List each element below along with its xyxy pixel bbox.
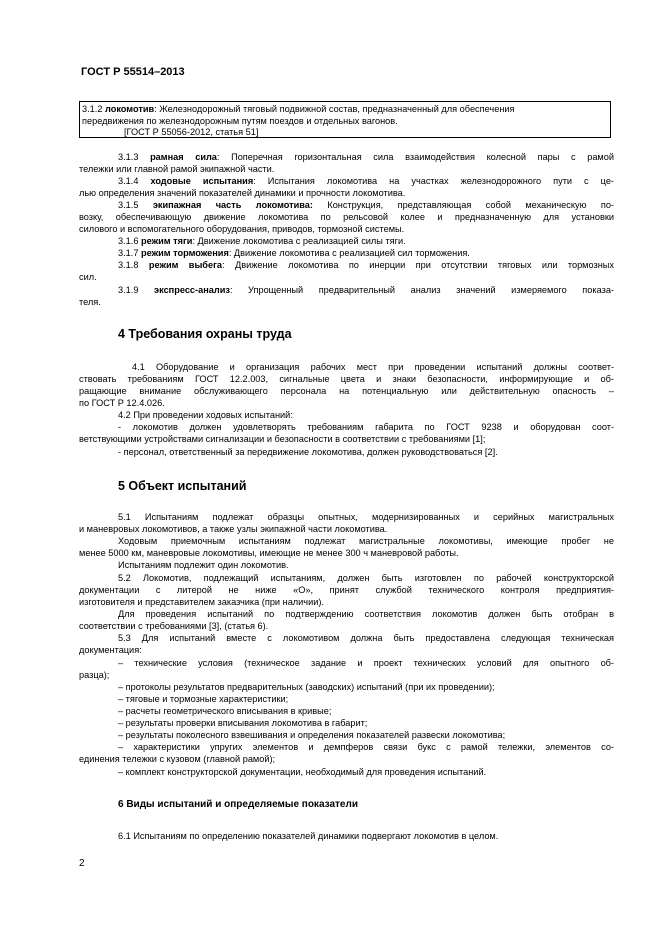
definition-3-1-5-line-2: возку, обеспечивающую движение локомотива по рельсовой колее и предназначенную для установки <box>79 212 614 222</box>
list-item-curve-calculations: – расчеты геометрического вписывания в кривые; <box>118 706 332 716</box>
paragraph-5-3-line-2: документация: <box>79 645 142 655</box>
paragraph-5-1-acceptance-line-2: менее 5000 км, маневровые локомотивы, имеющие не менее 300 ч маневровой работы. <box>79 548 459 558</box>
definition-3-1-5-line-3: силового и вспомогательного оборудования, приводов, тормозной системы. <box>79 224 405 234</box>
paragraph-4-1-line-4: по ГОСТ Р 12.4.026. <box>79 398 165 408</box>
section-5-heading: 5 Объект испытаний <box>118 479 247 493</box>
paragraph-5-2-line-3: изготовителя и представителем заказчика (при наличии). <box>79 597 324 607</box>
paragraph-4-2-item-1-line-2: ветствующими устройствами сигнализации и безопасности в соответствии с требованиями [1]; <box>79 434 486 444</box>
list-item-tech-conditions: – технические условия (техническое задание и проект технических условий для опытного об- <box>118 658 614 668</box>
definition-3-1-2-line-2: передвижения по железнодорожным путям поездов и отдельных вагонов. <box>82 116 398 126</box>
paragraph-5-3: 5.3 Для испытаний вместе с локомотивом должна быть предоставлена следующая техническая <box>118 633 614 643</box>
definition-3-1-3: 3.1.3 рамная сила: Поперечная горизонтальная сила взаимодействия колесной пары с рамой <box>118 152 614 162</box>
paragraph-5-2-line-2: документации с литерой не ниже «О», принят службой технического контроля предприятия- <box>79 585 614 595</box>
definition-3-1-7: 3.1.7 режим торможения: Движение локомотива с реализацией сил торможения. <box>118 248 470 258</box>
list-item-gauge-check: – результаты проверки вписывания локомотива в габарит; <box>118 718 368 728</box>
definition-source: [ГОСТ Р 55056-2012, статья 51] <box>124 127 259 137</box>
list-item-wheel-weighing: – результаты поколесного взвешивания и определения показателей развески локомотива; <box>118 730 506 740</box>
paragraph-4-1: 4.1 Оборудование и организация рабочих мест при проведении испытаний должны соответ- <box>132 362 614 372</box>
definition-3-1-5: 3.1.5 экипажная часть локомотива: Конструкция, представляющая собой механическую по- <box>118 200 614 210</box>
definition-3-1-4-line-2: лью определения значений показателей динамики и прочности локомотива. <box>79 188 406 198</box>
definition-3-1-8: 3.1.8 режим выбега: Движение локомотива по инерции при отсутствии тяговых или тормозных <box>118 260 614 270</box>
definition-3-1-8-line-2: сил. <box>79 272 97 282</box>
list-item-elastic-elements-line-2: единения тележки с кузовом (главной рамой); <box>79 754 276 764</box>
paragraph-4-1-line-3: ращающие внимание обслуживающего персонала на потенциальную или действительную опасность – <box>79 386 614 396</box>
paragraph-4-2: 4.2 При проведении ходовых испытаний: <box>118 410 293 420</box>
section-4-heading: 4 Требования охраны труда <box>118 327 292 341</box>
list-item-traction-characteristics: – тяговые и тормозные характеристики; <box>118 694 289 704</box>
paragraph-5-1-count: Испытаниям подлежит один локомотив. <box>118 560 289 570</box>
paragraph-5-1-line-2: и маневровых локомотивов, а также узлы экипажной части локомотива. <box>79 524 388 534</box>
paragraph-5-1-acceptance: Ходовым приемочным испытаниям подлежат магистральные локомотивы, имеющие пробег не <box>118 536 614 546</box>
definition-3-1-6: 3.1.6 режим тяги: Движение локомотива с реализацией силы тяги. <box>118 236 406 246</box>
definition-3-1-9: 3.1.9 экспресс-анализ: Упрощенный предварительный анализ значений измеряемого показа- <box>118 285 614 295</box>
paragraph-5-2: 5.2 Локомотив, подлежащий испытаниям, должен быть изготовлен по рабочей конструкторской <box>118 573 614 583</box>
definition-3-1-9-line-2: теля. <box>79 297 101 307</box>
paragraph-5-2-conformity: Для проведения испытаний по подтверждению соответствия локомотив должен быть отобран в <box>118 609 614 619</box>
section-6-heading: 6 Виды испытаний и определяемые показатели <box>118 799 358 810</box>
paragraph-6-1: 6.1 Испытаниям по определению показателей динамики подвергают локомотив в целом. <box>118 831 499 841</box>
page-number: 2 <box>79 858 85 869</box>
list-item-tech-conditions-line-2: разца); <box>79 670 110 680</box>
document-header: ГОСТ Р 55514–2013 <box>81 66 185 78</box>
definition-3-1-3-line-2: тележки или главной рамой экипажной части. <box>79 164 275 174</box>
paragraph-5-2-conformity-line-2: соответствии с требованиями [3], (статья 6). <box>79 621 269 631</box>
paragraph-4-2-item-1: - локомотив должен удовлетворять требованиям габарита по ГОСТ 9238 и оборудован соот- <box>118 422 614 432</box>
definition-3-1-4: 3.1.4 ходовые испытания: Испытания локомотива на участках железнодорожного пути с це- <box>118 176 614 186</box>
paragraph-4-2-item-2: - персонал, ответственный за передвижение локомотива, должен руководствоваться [2]. <box>118 447 498 457</box>
list-item-design-documentation: – комплект конструкторской документации, необходимый для проведения испытаний. <box>118 767 487 777</box>
definition-3-1-2: 3.1.2 локомотив: Железнодорожный тяговый подвижной состав, предназначенный для обеспечения <box>82 104 515 114</box>
paragraph-4-1-line-2: ствовать требованиям ГОСТ 12.2.003, сигнальные цвета и знаки безопасности, информирующие и об- <box>79 374 614 384</box>
paragraph-5-1: 5.1 Испытаниям подлежат образцы опытных, модернизированных и серийных магистральных <box>118 512 614 522</box>
list-item-elastic-elements: – характеристики упругих элементов и демпферов связи букс с рамой тележки, элементов со- <box>118 742 614 752</box>
list-item-test-protocols: – протоколы результатов предварительных (заводских) испытаний (при их проведении); <box>118 682 495 692</box>
